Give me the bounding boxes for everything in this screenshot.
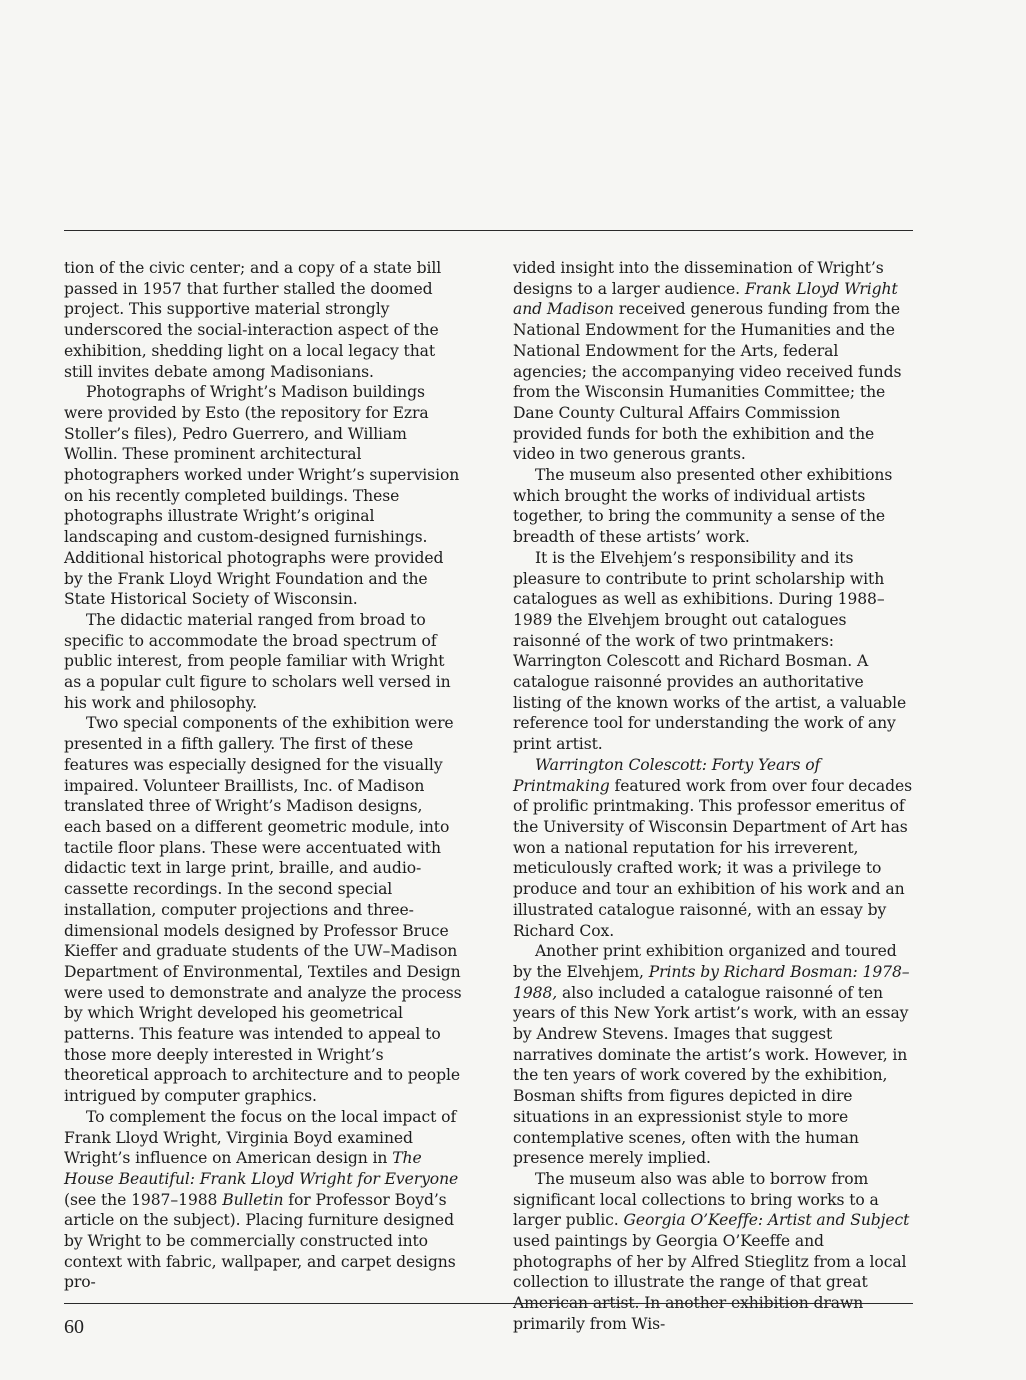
text-run: used paintings by Georgia O’Keeffe and photographs of her by Alfred Stieglitz from a local collection to illustrate the range of that great American artist. In another exhibition drawn primarily from Wis-: [513, 1232, 907, 1333]
paragraph: [64, 382, 464, 610]
italic-title: The House Beautiful: Frank Lloyd Wright for Everyone: [64, 1149, 459, 1188]
text-run: also included a catalogue raisonné of ten years of this New York artist’s work, with an essay by Andrew Stevens. Images that suggest narratives dominate the artist’s work. However, in the ten years of work covered by the exhibition, Bosman shifts from figures depicted in dire situations in an expressionist style to more contemplative scenes, often with the human presence merely implied.: [513, 983, 909, 1168]
page-number: 60: [64, 1316, 84, 1338]
text-run: It is the Elvehjem’s responsibility and its pleasure to contribute to print scholarship with catalogues as well as exhibitions. During 1988–1989 the Elvehjem brought out catalogues raisonné of the work of two printmakers: Warrington Colescott and Richard Bosman. A catalogue raisonné provides an authoritative listing of the known works of the artist, a valuable reference tool for understanding the work of any print artist.: [513, 548, 907, 754]
paragraph: [64, 258, 464, 382]
paragraph: [64, 1107, 464, 1293]
text-run: The museum also was able to borrow from significant local collections to bring works to a larger public.: [513, 1169, 879, 1230]
italic-title: Frank Lloyd Wright and Madison: [513, 279, 898, 319]
text-run: vided insight into the dissemination of Wright’s designs to a larger audience.: [513, 259, 884, 298]
paragraph: [513, 755, 913, 941]
bottom-rule: [64, 1303, 913, 1304]
text-run: tion of the civic center; and a copy of a state bill passed in 1957 that further stalled the doomed project. This supportive material strongly underscored the social-interaction aspect of the exhibition, shedding light on a local legacy that still invites debate among Madisonians.: [64, 259, 442, 381]
right-column: [513, 258, 913, 1335]
paragraph: [513, 548, 913, 755]
paragraph: [513, 465, 913, 548]
left-column: [64, 258, 464, 1293]
text-run: Two special components of the exhibition were presented in a fifth gallery. The first of these features was especially designed for the visually impaired. Volunteer Braillists, Inc. of Madison translated three of Wright’s Madison designs, each based on a different geometric module, into tactile floor plans. These were accentuated with didactic text in large print, braille, and audio-cassette recordings. In the second special installation, computer projections and three-dimensional models designed by Professor Bruce Kieffer and graduate students of the UW–Madison Department of Environmental, Textiles and Design were used to demonstrate and analyze the process by which Wright developed his geometrical patterns. This feature was intended to appeal to those more deeply interested in Wright’s theoretical approach to architecture and to people intrigued by computer graphics.: [64, 714, 462, 1106]
italic-title: Prints by Richard Bosman: 1978–1988,: [513, 962, 910, 1002]
italic-title: Warrington Colescott: Forty Years of Printmaking: [513, 755, 821, 795]
paragraph: [64, 610, 464, 714]
text-run: The museum also presented other exhibitions which brought the works of individual artists together, to bring the community a sense of the breadth of these artists’ work.: [513, 466, 893, 547]
top-rule: [64, 230, 913, 231]
text-run: (see the 1987–1988: [64, 1190, 223, 1209]
text-run: The didactic material ranged from broad to specific to accommodate the broad spectrum of public interest, from people familiar with Wright as a popular cult figure to scholars well versed in his work and philosophy.: [64, 610, 451, 712]
text-run: received generous funding from the National Endowment for the Humanities and the National Endowment for the Arts, federal agencies; the accompanying video received funds from the Wisconsin Humanities Committee; the Dane County Cultural Affairs Commission provided funds for both the exhibition and the video in two generous grants.: [513, 300, 902, 464]
text-run: Photographs of Wright’s Madison buildings were provided by Esto (the repository for Ezra Stoller’s files), Pedro Guerrero, and William Wollin. These prominent architectural photographers worked under Wright’s supervision on his recently completed buildings. These photographs illustrate Wright’s original landscaping and custom-designed furnishings. Additional historical photographs were provided by the Frank Lloyd Wright Foundation and the State Historical Society of Wisconsin.: [64, 383, 460, 609]
paragraph: [513, 941, 913, 1169]
paragraph: [513, 1169, 913, 1335]
text-run: To complement the focus on the local impact of Frank Lloyd Wright, Virginia Boyd examined Wright’s influence on American design in: [64, 1107, 457, 1168]
text-run: featured work from over four decades of prolific printmaking. This professor emeritus of the University of Wisconsin Department of Art has won a national reputation for his irreverent, meticulously crafted work; it was a privilege to produce and tour an exhibition of his work and an illustrated catalogue raisonné, with an essay by Richard Cox.: [513, 776, 913, 940]
italic-title: Bulletin: [222, 1190, 284, 1209]
text-run: Another print exhibition organized and toured by the Elvehjem,: [513, 942, 897, 981]
text-run: for Professor Boyd’s article on the subject). Placing furniture designed by Wright to be commercially constructed into context with fabric, wallpaper, and carpet designs pro-: [64, 1190, 456, 1292]
paragraph: [513, 258, 913, 465]
italic-title: Georgia O’Keeffe: Artist and Subject: [623, 1211, 910, 1230]
paragraph: [64, 713, 464, 1106]
